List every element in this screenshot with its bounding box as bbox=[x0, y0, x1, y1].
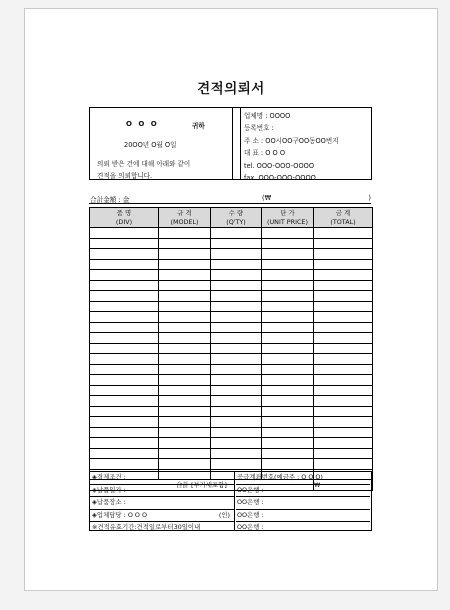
item-cell bbox=[314, 249, 373, 260]
recipient-honorific: 귀하 bbox=[192, 122, 205, 130]
item-cell bbox=[314, 396, 373, 407]
item-row bbox=[90, 301, 373, 312]
item-cell bbox=[90, 228, 159, 239]
item-cell bbox=[262, 228, 314, 239]
item-row bbox=[90, 238, 373, 249]
bank-account: OO은행 : bbox=[236, 497, 370, 510]
item-cell bbox=[90, 459, 159, 470]
item-cell bbox=[314, 228, 373, 239]
item-cell bbox=[262, 249, 314, 260]
item-cell bbox=[211, 301, 262, 312]
item-cell bbox=[262, 364, 314, 375]
item-row bbox=[90, 322, 373, 333]
item-cell bbox=[262, 259, 314, 270]
item-cell bbox=[314, 301, 373, 312]
item-cell bbox=[211, 280, 262, 291]
col-header-div: 품 명 (DIV) bbox=[90, 208, 159, 228]
item-cell bbox=[90, 259, 159, 270]
account-holder: 공급계좌번호(예금주 : O O O) bbox=[236, 472, 370, 485]
col-header-qty: 수 량 (Q'TY) bbox=[211, 208, 262, 228]
item-cell bbox=[211, 406, 262, 417]
item-cell bbox=[211, 354, 262, 365]
item-cell bbox=[90, 249, 159, 260]
col-header-total: 금 계 (TOTAL) bbox=[314, 208, 373, 228]
item-cell bbox=[211, 333, 262, 344]
item-cell bbox=[159, 259, 211, 270]
item-row bbox=[90, 343, 373, 354]
item-cell bbox=[262, 448, 314, 459]
item-row bbox=[90, 375, 373, 386]
item-cell bbox=[314, 364, 373, 375]
item-cell bbox=[159, 364, 211, 375]
item-cell bbox=[314, 270, 373, 281]
bank-section bbox=[236, 472, 370, 534]
item-row bbox=[90, 406, 373, 417]
item-cell bbox=[211, 427, 262, 438]
item-cell bbox=[159, 417, 211, 428]
item-cell bbox=[159, 270, 211, 281]
item-cell bbox=[159, 396, 211, 407]
company-fax: fax. OOO-OOO-OOOO bbox=[244, 173, 316, 182]
total-amount-close: ) bbox=[368, 194, 371, 202]
item-cell bbox=[211, 312, 262, 323]
item-cell bbox=[90, 448, 159, 459]
item-cell bbox=[159, 228, 211, 239]
item-cell bbox=[90, 354, 159, 365]
terms-section bbox=[90, 472, 235, 530]
item-cell bbox=[262, 291, 314, 302]
item-cell bbox=[211, 259, 262, 270]
seal-mark: (인) bbox=[218, 510, 230, 519]
item-cell bbox=[211, 375, 262, 386]
contact-person: ◈업체담당 : O O O (인) bbox=[90, 510, 234, 523]
item-cell bbox=[262, 396, 314, 407]
grand-total-label: 合計 [부가세포함] bbox=[90, 480, 314, 491]
item-row bbox=[90, 438, 373, 449]
bank-account: OO은행 : bbox=[236, 485, 370, 498]
document-title: 견적의뢰서 bbox=[197, 81, 265, 97]
item-cell bbox=[90, 238, 159, 249]
item-cell bbox=[159, 354, 211, 365]
request-text-line1: 의뢰 받은 건에 대해 아래와 같이 bbox=[97, 160, 191, 168]
items-header-row bbox=[90, 208, 373, 228]
request-text-line2: 견적을 의뢰합니다. bbox=[97, 172, 153, 180]
item-cell bbox=[90, 312, 159, 323]
item-cell bbox=[211, 270, 262, 281]
item-cell bbox=[159, 322, 211, 333]
item-cell bbox=[90, 396, 159, 407]
item-cell bbox=[159, 238, 211, 249]
recipient-name: O O O bbox=[126, 120, 159, 128]
quote-validity: ※견적유효기간:견적일로부터30일이내 bbox=[92, 523, 201, 532]
item-cell bbox=[314, 280, 373, 291]
item-cell bbox=[211, 343, 262, 354]
col-header-model: 규 격 (MODEL) bbox=[159, 208, 211, 228]
item-cell bbox=[159, 301, 211, 312]
item-cell bbox=[262, 270, 314, 281]
item-cell bbox=[314, 291, 373, 302]
company-info bbox=[244, 110, 370, 184]
item-cell bbox=[314, 375, 373, 386]
item-row bbox=[90, 448, 373, 459]
item-cell bbox=[90, 417, 159, 428]
grand-total-value: ₩ bbox=[314, 480, 373, 491]
items-table bbox=[89, 207, 373, 491]
item-row bbox=[90, 312, 373, 323]
item-cell bbox=[262, 375, 314, 386]
item-cell bbox=[211, 438, 262, 449]
item-cell bbox=[159, 448, 211, 459]
item-cell bbox=[262, 406, 314, 417]
item-cell bbox=[262, 438, 314, 449]
item-cell bbox=[159, 438, 211, 449]
item-cell bbox=[262, 417, 314, 428]
col-header-unit-price: 단 가 (UNIT PRICE) bbox=[262, 208, 314, 228]
item-cell bbox=[90, 333, 159, 344]
item-cell bbox=[314, 385, 373, 396]
item-row bbox=[90, 459, 373, 470]
item-row bbox=[90, 228, 373, 239]
item-cell bbox=[90, 270, 159, 281]
total-amount-label: 合計金額 : 金 bbox=[90, 196, 130, 204]
item-cell bbox=[159, 291, 211, 302]
item-row bbox=[90, 270, 373, 281]
payment-terms: ◈결제조건 : bbox=[90, 472, 234, 485]
item-cell bbox=[159, 343, 211, 354]
item-cell bbox=[90, 343, 159, 354]
item-cell bbox=[211, 417, 262, 428]
delivery-place: ◈납품장소 : bbox=[90, 497, 234, 510]
item-cell bbox=[90, 364, 159, 375]
item-cell bbox=[159, 333, 211, 344]
item-cell bbox=[90, 375, 159, 386]
item-row bbox=[90, 427, 373, 438]
total-amount-open: (₩ bbox=[262, 194, 272, 202]
item-cell bbox=[159, 427, 211, 438]
item-cell bbox=[314, 459, 373, 470]
item-row bbox=[90, 354, 373, 365]
document-page bbox=[24, 8, 438, 591]
item-cell bbox=[90, 427, 159, 438]
item-row bbox=[90, 333, 373, 344]
item-cell bbox=[262, 333, 314, 344]
item-row bbox=[90, 291, 373, 302]
item-cell bbox=[314, 354, 373, 365]
company-address: 주 소 : OO시OO구OO동OO번지 bbox=[244, 136, 339, 145]
item-row bbox=[90, 364, 373, 375]
header-box bbox=[89, 107, 372, 180]
item-cell bbox=[90, 438, 159, 449]
item-cell bbox=[211, 385, 262, 396]
item-cell bbox=[90, 301, 159, 312]
item-row bbox=[90, 249, 373, 260]
item-cell bbox=[314, 417, 373, 428]
item-cell bbox=[159, 406, 211, 417]
item-cell bbox=[90, 322, 159, 333]
item-cell bbox=[314, 438, 373, 449]
company-tel: tel. OOO-OOO-OOOO bbox=[244, 161, 315, 170]
header-divider bbox=[240, 108, 241, 179]
item-cell bbox=[90, 385, 159, 396]
item-cell bbox=[90, 406, 159, 417]
item-cell bbox=[262, 238, 314, 249]
item-cell bbox=[211, 322, 262, 333]
item-cell bbox=[262, 312, 314, 323]
item-cell bbox=[211, 249, 262, 260]
item-row bbox=[90, 385, 373, 396]
item-cell bbox=[211, 364, 262, 375]
item-cell bbox=[262, 459, 314, 470]
item-cell bbox=[314, 238, 373, 249]
item-cell bbox=[211, 228, 262, 239]
item-cell bbox=[262, 280, 314, 291]
item-row bbox=[90, 417, 373, 428]
item-cell bbox=[159, 385, 211, 396]
company-representative: 대 표 : O O O bbox=[244, 149, 286, 158]
bank-account: OO은행 : bbox=[237, 523, 264, 532]
item-cell bbox=[262, 427, 314, 438]
registration-number: 등록번호 : bbox=[244, 124, 274, 133]
delivery-date: ◈납품일자 : bbox=[90, 485, 234, 498]
item-cell bbox=[262, 322, 314, 333]
item-cell bbox=[314, 427, 373, 438]
item-cell bbox=[262, 354, 314, 365]
item-cell bbox=[262, 301, 314, 312]
item-cell bbox=[90, 291, 159, 302]
recipient-section bbox=[90, 108, 233, 179]
item-cell bbox=[262, 385, 314, 396]
item-row bbox=[90, 396, 373, 407]
bank-account: OO은행 : bbox=[236, 510, 370, 523]
item-cell bbox=[262, 343, 314, 354]
total-amount-line bbox=[89, 194, 371, 204]
item-row bbox=[90, 259, 373, 270]
request-date: 20OO년 O월 O일 bbox=[124, 141, 177, 149]
item-cell bbox=[314, 312, 373, 323]
footer-box bbox=[89, 471, 372, 531]
item-cell bbox=[211, 291, 262, 302]
item-cell bbox=[314, 343, 373, 354]
item-cell bbox=[159, 459, 211, 470]
item-cell bbox=[211, 238, 262, 249]
item-cell bbox=[314, 322, 373, 333]
item-cell bbox=[211, 448, 262, 459]
item-cell bbox=[314, 333, 373, 344]
item-cell bbox=[90, 280, 159, 291]
item-cell bbox=[211, 396, 262, 407]
item-cell bbox=[314, 448, 373, 459]
item-row bbox=[90, 280, 373, 291]
company-name: 업체명 : OOOO bbox=[244, 112, 291, 120]
item-cell bbox=[211, 459, 262, 470]
item-cell bbox=[159, 312, 211, 323]
item-cell bbox=[159, 280, 211, 291]
item-cell bbox=[314, 259, 373, 270]
item-cell bbox=[159, 249, 211, 260]
item-cell bbox=[159, 375, 211, 386]
item-cell bbox=[314, 406, 373, 417]
